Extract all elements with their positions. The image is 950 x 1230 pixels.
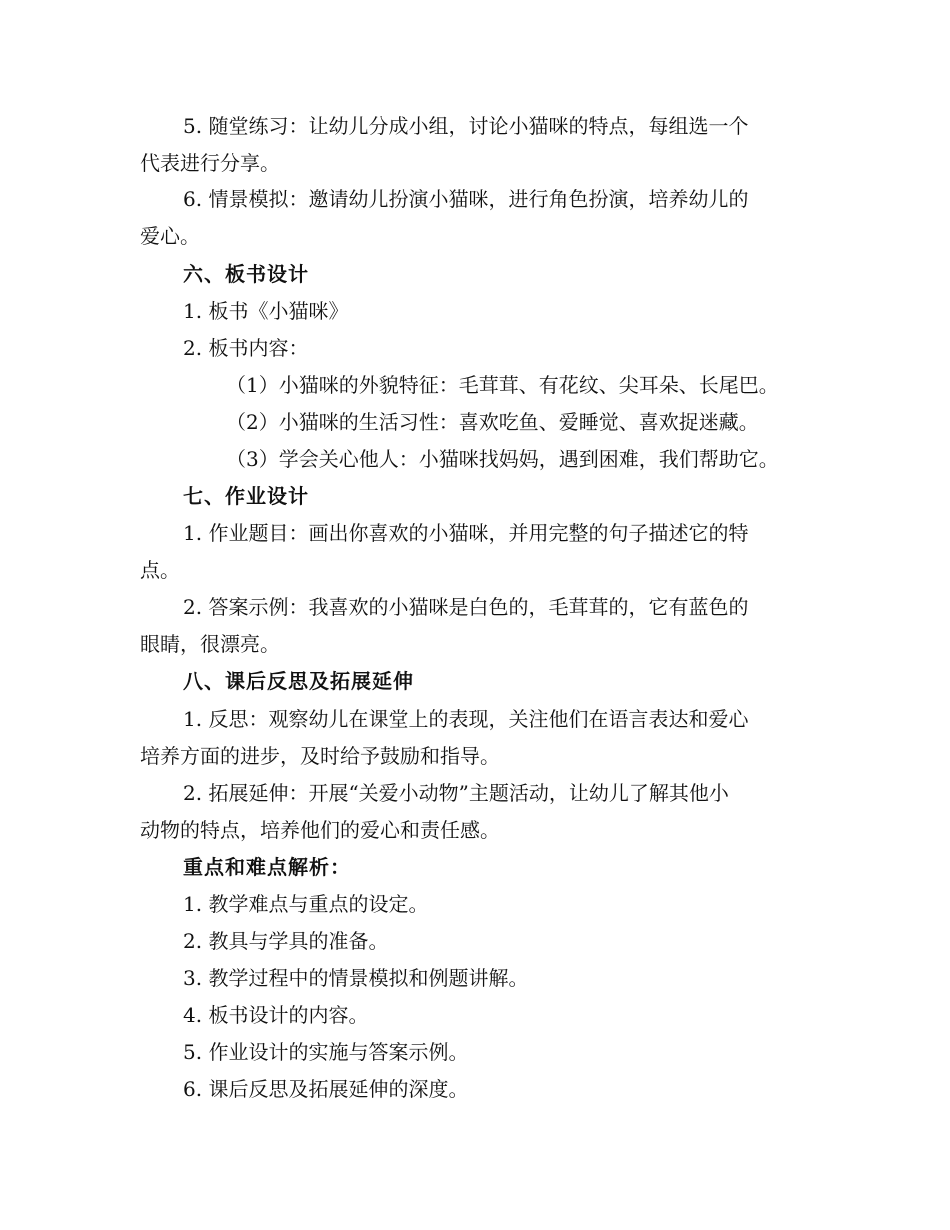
para-extension-cont: 动物的特点，培养他们的爱心和责任感。	[140, 818, 500, 842]
heading-blackboard-design: 六、板书设计	[183, 262, 309, 286]
list-item-1: 1. 教学难点与重点的设定。	[183, 892, 429, 916]
para-scenario-simulation: 6. 情景模拟：邀请幼儿扮演小猫咪，进行角色扮演，培养幼儿的	[183, 187, 749, 211]
heading-homework-design: 七、作业设计	[183, 484, 309, 508]
para-class-practice: 5. 随堂练习：让幼儿分成小组，讨论小猫咪的特点，每组选一个	[183, 114, 749, 138]
subitem-habits: （2）小猫咪的生活习性：喜欢吃鱼、爱睡觉、喜欢捉迷藏。	[226, 410, 759, 434]
heading-reflection-extension: 八、课后反思及拓展延伸	[183, 669, 414, 693]
para-class-practice-cont: 代表进行分享。	[140, 151, 280, 175]
item-blackboard-title: 1. 板书《小猫咪》	[183, 299, 349, 323]
list-item-3: 3. 教学过程中的情景模拟和例题讲解。	[183, 966, 529, 990]
list-item-5: 5. 作业设计的实施与答案示例。	[183, 1040, 469, 1064]
list-item-4: 4. 板书设计的内容。	[183, 1003, 369, 1027]
list-item-2: 2. 教具与学具的准备。	[183, 929, 389, 953]
para-answer-example-cont: 眼睛，很漂亮。	[140, 632, 280, 656]
subitem-caring: （3）学会关心他人：小猫咪找妈妈，遇到困难，我们帮助它。	[226, 447, 779, 471]
para-answer-example: 2. 答案示例：我喜欢的小猫咪是白色的，毛茸茸的，它有蓝色的	[183, 595, 749, 619]
para-scenario-simulation-cont: 爱心。	[140, 224, 200, 248]
item-blackboard-content: 2. 板书内容：	[183, 336, 309, 360]
para-homework-topic: 1. 作业题目：画出你喜欢的小猫咪，并用完整的句子描述它的特	[183, 521, 749, 545]
para-reflection: 1. 反思：观察幼儿在课堂上的表现，关注他们在语言表达和爱心	[183, 707, 749, 731]
heading-key-difficult-points: 重点和难点解析：	[183, 855, 351, 879]
para-extension: 2. 拓展延伸：开展“关爱小动物”主题活动，让幼儿了解其他小	[183, 781, 729, 805]
list-item-6: 6. 课后反思及拓展延伸的深度。	[183, 1077, 469, 1101]
para-reflection-cont: 培养方面的进步，及时给予鼓励和指导。	[140, 744, 500, 768]
para-homework-topic-cont: 点。	[140, 558, 180, 582]
subitem-appearance: （1）小猫咪的外貌特征：毛茸茸、有花纹、尖耳朵、长尾巴。	[226, 373, 779, 397]
